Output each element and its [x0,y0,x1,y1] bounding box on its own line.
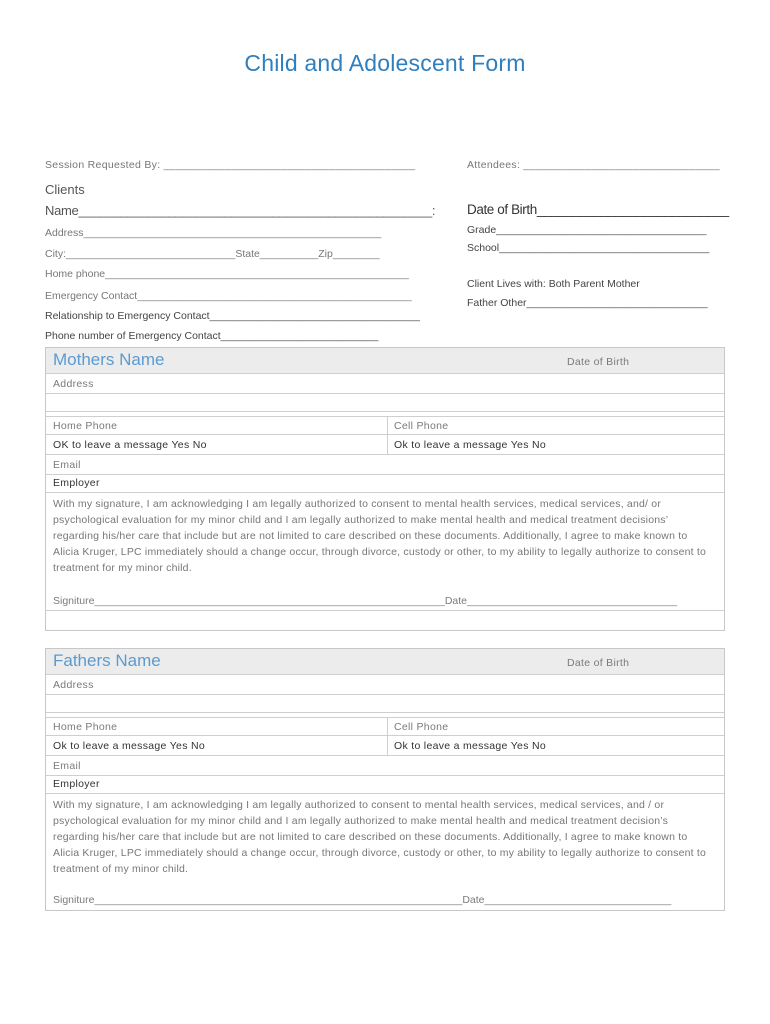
mother-employer-row[interactable] [46,475,724,493]
father-cell-phone-label[interactable]: Cell Phone [394,721,449,733]
mother-address-row[interactable] [46,374,724,394]
form-title: Child and Adolescent Form [244,50,526,76]
mother-name-label[interactable]: Mothers Name [53,350,165,369]
city-state-zip-field[interactable]: City:_____________________________State__________Zip________ [45,248,380,260]
mother-cell-phone-label[interactable]: Cell Phone [394,420,449,432]
father-employer-row[interactable] [46,776,724,794]
father-home-phone-label[interactable]: Home Phone [53,721,118,733]
mother-blank-row [46,611,724,630]
session-requested-by-field[interactable]: Session Requested By: _________________________________________ [45,159,416,171]
father-message-row [46,736,724,756]
mother-signature-field[interactable]: Signiture____________________________________________________________Date____________________________________ [53,595,678,607]
father-dob-label[interactable]: Date of Birth [567,657,630,669]
mother-phone-row [46,417,724,435]
grade-field[interactable]: Grade____________________________________ [467,224,707,236]
emergency-phone-field[interactable]: Phone number of Emergency Contact___________________________ [45,330,379,342]
mother-header-row [46,348,724,374]
relationship-field[interactable]: Relationship to Emergency Contact____________________________________ [45,310,420,322]
attendees-field[interactable]: Attendees: ________________________________ [467,159,720,171]
school-field[interactable]: School____________________________________ [467,242,710,254]
mother-consent-text: With my signature, I am acknowledging I am legally authorized to consent to mental health services, medical services, and/ or psychological evaluation for my minor child and I am legally authorized to make mental health and medical treatment decisions’ regarding his/her care that include but are not limited to care described on these documents. Additionally, I agree to make known to Alicia Kruger, LPC immediately should a change occur, through divorce, custody or other, to my ability to legally authorize to consent to treatment for my minor child. [53,498,707,574]
emergency-contact-field[interactable]: Emergency Contact_______________________________________________ [45,290,412,302]
client-address-field[interactable]: Address___________________________________________________ [45,227,382,239]
father-address-label: Address [53,679,94,691]
father-consent-text: With my signature, I am acknowledging I am legally authorized to consent to mental health services, medical services, and / or psychological evaluation for my minor child and I am legally authorized to make mental health and medical treatment decision’s regarding his/her care that include but are not limited to care described on these documents. Additionally, I agree to make known to Alicia Kruger, LPC immediately should a change occur, through divorce, custody or other, to my ability to legally authorize to consent to treatment of my minor child. [53,799,707,875]
father-name-label[interactable]: Fathers Name [53,651,161,670]
father-section [45,648,725,911]
father-email-row[interactable] [46,756,724,776]
client-dob-field[interactable]: Date of Birth___________________________ [467,202,729,217]
father-home-message-option[interactable]: Ok to leave a message Yes No [53,740,205,752]
father-address-line[interactable] [46,695,724,713]
father-consent-row [46,794,724,910]
mother-cell-message-option[interactable]: Ok to leave a message Yes No [394,439,546,451]
mother-message-row [46,435,724,455]
mother-address-line[interactable] [46,394,724,412]
mother-consent-row [46,493,724,611]
father-phone-row [46,718,724,736]
mother-employer-label: Employer [53,477,100,489]
mother-address-label: Address [53,378,94,390]
client-name-field[interactable]: Name___________________________________________________: [45,203,436,218]
mother-home-message-option[interactable]: OK to leave a message Yes No [53,439,207,451]
mother-section [45,347,725,631]
father-cell-message-option[interactable]: Ok to leave a message Yes No [394,740,546,752]
clients-label: Clients [45,182,85,197]
client-lives-with-field[interactable]: Client Lives with: Both Parent Mother [467,278,640,290]
client-home-phone-field[interactable]: Home phone____________________________________________________ [45,268,409,280]
mother-email-row[interactable] [46,455,724,475]
father-email-label: Email [53,760,81,772]
father-address-row[interactable] [46,675,724,695]
father-signature-field[interactable]: Signiture_______________________________________________________________Date________________________________ [53,894,672,906]
father-employer-label: Employer [53,778,100,790]
mother-email-label: Email [53,459,81,471]
mother-dob-label[interactable]: Date of Birth [567,356,630,368]
mother-home-phone-label[interactable]: Home Phone [53,420,118,432]
father-header-row [46,649,724,675]
father-other-field[interactable]: Father Other_______________________________ [467,297,708,309]
